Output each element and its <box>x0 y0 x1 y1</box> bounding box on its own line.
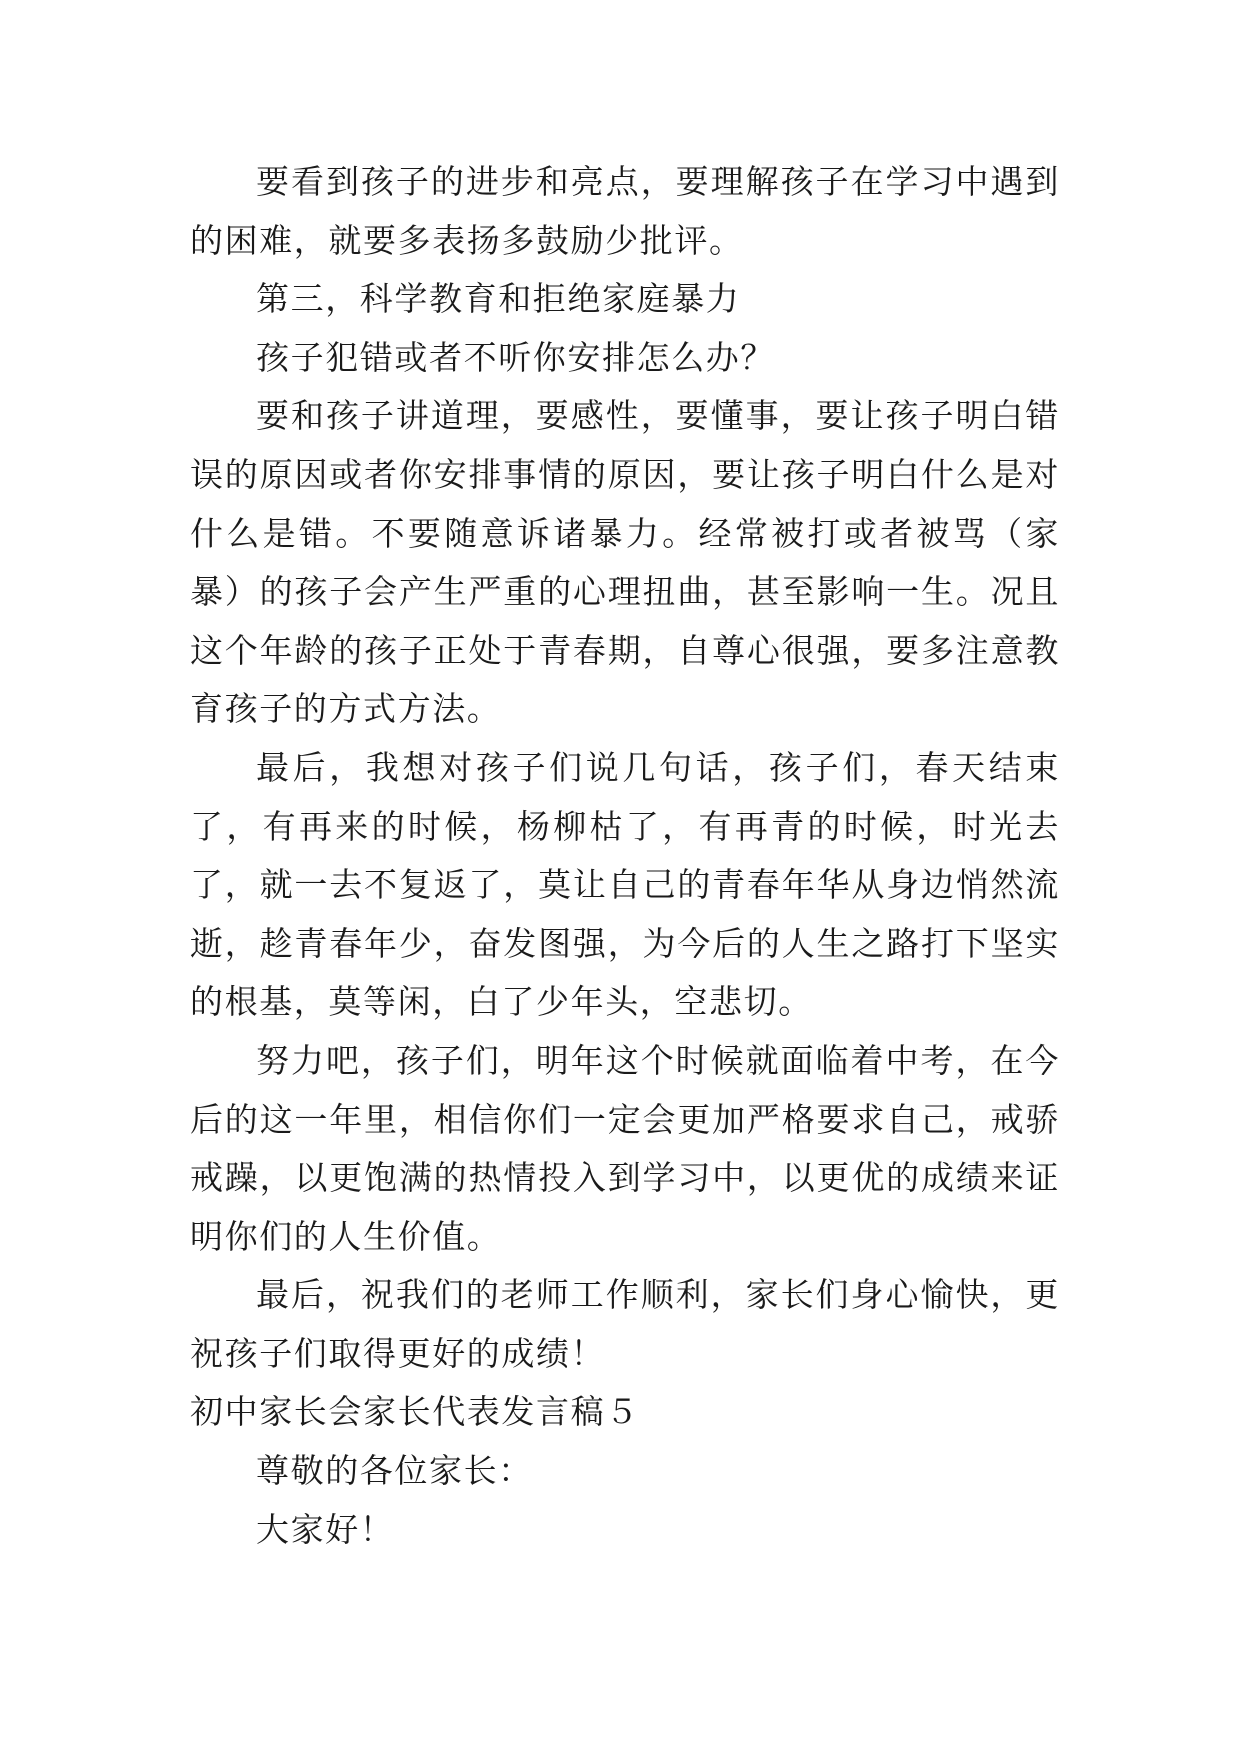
paragraph-closing-wishes: 最后，祝我们的老师工作顺利，家长们身心愉快，更祝孩子们取得更好的成绩！ <box>190 1275 1060 1373</box>
paragraph-exam-encouragement: 努力吧，孩子们，明年这个时候就面临着中考，在今后的这一年里，相信你们一定会更加严格要求自己，戒骄戒躁，以更饱满的热情投入到学习中，以更优的成绩来证明你们的人生价值。 <box>190 1040 1060 1256</box>
paragraph-greeting: 大家好！ <box>256 1509 395 1549</box>
paragraph-reasoning: 要和孩子讲道理，要感性，要懂事，要让孩子明白错误的原因或者你安排事情的原因，要让孩子明白什么是对什么是错。不要随意诉诸暴力。经常被打或者被骂（家暴）的孩子会产生严重的心理扭曲，甚至影响一生。况且这个年龄的孩子正处于青春期，自尊心很强，要多注意教育孩子的方式方法。 <box>190 396 1060 729</box>
paragraph-praise-encourage: 要看到孩子的进步和亮点，要理解孩子在学习中遇到的困难，就要多表扬多鼓励少批评。 <box>190 162 1060 260</box>
paragraph-salutation: 尊敬的各位家长： <box>256 1451 533 1491</box>
paragraph-third-point: 第三，科学教育和拒绝家庭暴力 <box>256 279 741 319</box>
document-body <box>190 153 1060 1559</box>
section-heading: 初中家长会家长代表发言稿５ <box>190 1392 640 1432</box>
paragraph-message-to-children: 最后，我想对孩子们说几句话，孩子们，春天结束了，有再来的时候，杨柳枯了，有再青的时候，时光去了，就一去不复返了，莫让自己的青春年华从身边悄然流逝，趁青春年少，奋发图强，为今后的人生之路打下坚实的根基，莫等闲，白了少年头，空悲切。 <box>190 747 1060 1022</box>
paragraph-question: 孩子犯错或者不听你安排怎么办？ <box>256 337 775 377</box>
